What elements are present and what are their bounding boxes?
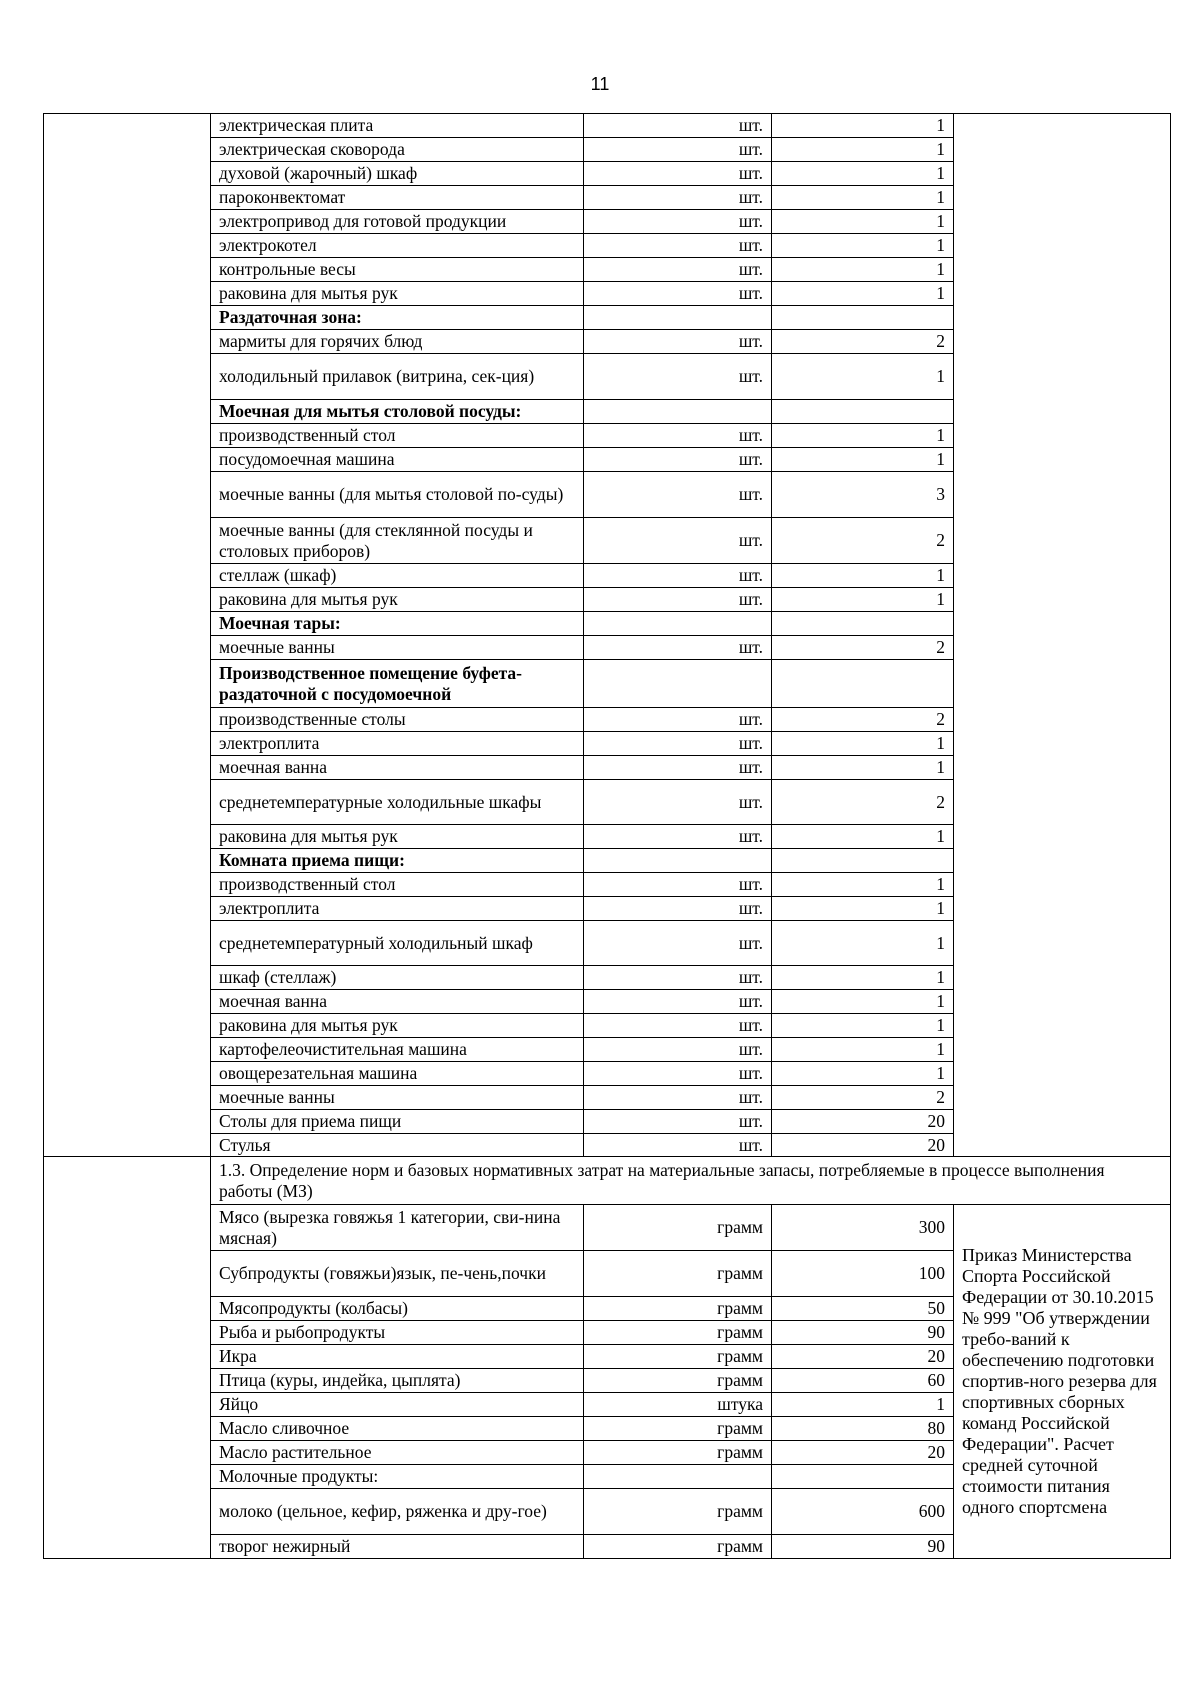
item-unit: шт. — [584, 258, 772, 282]
item-unit: шт. — [584, 966, 772, 990]
item-quantity: 2 — [772, 330, 954, 354]
subheader-label: Раздаточная зона: — [211, 306, 584, 330]
material-unit: штука — [584, 1393, 772, 1417]
item-unit — [584, 660, 772, 708]
item-name: электрическая сковорода — [211, 138, 584, 162]
item-name: холодильный прилавок (витрина, сек-ция) — [211, 354, 584, 400]
item-name: мармиты для горячих блюд — [211, 330, 584, 354]
material-name: Рыба и рыбопродукты — [211, 1321, 584, 1345]
material-quantity: 50 — [772, 1297, 954, 1321]
section-title-row — [44, 1157, 1171, 1205]
material-quantity: 60 — [772, 1369, 954, 1393]
left-blank-cell — [44, 114, 211, 1157]
item-name: производственный стол — [211, 873, 584, 897]
item-unit: шт. — [584, 897, 772, 921]
item-name: моечные ванны (для стеклянной посуды и столовых приборов) — [211, 518, 584, 564]
material-unit: грамм — [584, 1205, 772, 1251]
material-quantity: 90 — [772, 1321, 954, 1345]
item-unit: шт. — [584, 588, 772, 612]
item-quantity — [772, 612, 954, 636]
material-unit: грамм — [584, 1417, 772, 1441]
material-quantity: 600 — [772, 1489, 954, 1535]
material-unit — [584, 1465, 772, 1489]
material-quantity: 300 — [772, 1205, 954, 1251]
item-quantity: 1 — [772, 756, 954, 780]
subheader-label: Комната приема пищи: — [211, 849, 584, 873]
item-name: электрокотел — [211, 234, 584, 258]
item-unit: шт. — [584, 780, 772, 825]
item-name: моечная ванна — [211, 756, 584, 780]
material-quantity: 20 — [772, 1441, 954, 1465]
regulation-note: Приказ Министерства Спорта Российской Федерации от 30.10.2015 № 999 "Об утверждении требо-ваний к обеспечению подготовки спортив-ного резерва для спортивных сборных команд Российской Федерации". Расчет средней суточной стоимости питания одного спортсмена — [954, 1205, 1171, 1559]
item-quantity: 1 — [772, 354, 954, 400]
equipment-materials-table — [43, 113, 1171, 1559]
item-unit: шт. — [584, 636, 772, 660]
subheader-label: Моечная для мытья столовой посуды: — [211, 400, 584, 424]
item-unit: шт. — [584, 732, 772, 756]
item-name: раковина для мытья рук — [211, 1014, 584, 1038]
item-unit: шт. — [584, 518, 772, 564]
item-quantity: 2 — [772, 636, 954, 660]
item-unit: шт. — [584, 1086, 772, 1110]
item-quantity: 1 — [772, 966, 954, 990]
item-quantity: 2 — [772, 518, 954, 564]
right-blank-cell — [954, 114, 1171, 1157]
material-name: Молочные продукты: — [211, 1465, 584, 1489]
item-quantity: 20 — [772, 1110, 954, 1134]
item-unit: шт. — [584, 825, 772, 849]
item-unit: шт. — [584, 114, 772, 138]
item-name: электроплита — [211, 732, 584, 756]
item-unit — [584, 612, 772, 636]
item-quantity: 1 — [772, 588, 954, 612]
material-name: творог нежирный — [211, 1535, 584, 1559]
subheader-label: Производственное помещение буфета-раздаточной с посудомоечной — [211, 660, 584, 708]
item-name: среднетемпературный холодильный шкаф — [211, 921, 584, 966]
material-unit: грамм — [584, 1297, 772, 1321]
item-name: моечные ванны — [211, 636, 584, 660]
item-name: электропривод для готовой продукции — [211, 210, 584, 234]
item-quantity — [772, 306, 954, 330]
item-name: контрольные весы — [211, 258, 584, 282]
material-name: Масло растительное — [211, 1441, 584, 1465]
material-name: молоко (цельное, кефир, ряженка и дру-гое) — [211, 1489, 584, 1535]
material-unit: грамм — [584, 1441, 772, 1465]
item-unit: шт. — [584, 282, 772, 306]
item-name: электроплита — [211, 897, 584, 921]
item-quantity: 1 — [772, 424, 954, 448]
material-quantity: 20 — [772, 1345, 954, 1369]
item-quantity — [772, 400, 954, 424]
material-quantity: 1 — [772, 1393, 954, 1417]
material-unit: грамм — [584, 1345, 772, 1369]
equipment-row — [44, 114, 1171, 138]
item-unit — [584, 306, 772, 330]
item-quantity: 1 — [772, 234, 954, 258]
material-name: Яйцо — [211, 1393, 584, 1417]
item-quantity: 3 — [772, 472, 954, 518]
item-name: производственные столы — [211, 708, 584, 732]
item-unit: шт. — [584, 756, 772, 780]
item-quantity: 1 — [772, 990, 954, 1014]
item-unit: шт. — [584, 424, 772, 448]
item-name: производственный стол — [211, 424, 584, 448]
left-blank-cell — [44, 1157, 211, 1559]
item-quantity — [772, 849, 954, 873]
item-unit: шт. — [584, 472, 772, 518]
material-quantity: 90 — [772, 1535, 954, 1559]
item-unit: шт. — [584, 1134, 772, 1157]
item-unit: шт. — [584, 210, 772, 234]
item-name: моечные ванны (для мытья столовой по-суды) — [211, 472, 584, 518]
item-unit: шт. — [584, 186, 772, 210]
material-name: Мясо (вырезка говяжья 1 категории, сви-нина мясная) — [211, 1205, 584, 1251]
item-quantity: 1 — [772, 897, 954, 921]
material-quantity: 100 — [772, 1251, 954, 1297]
item-name: стеллаж (шкаф) — [211, 564, 584, 588]
item-unit: шт. — [584, 234, 772, 258]
item-name: духовой (жарочный) шкаф — [211, 162, 584, 186]
item-unit: шт. — [584, 1062, 772, 1086]
item-unit: шт. — [584, 921, 772, 966]
item-name: пароконвектомат — [211, 186, 584, 210]
item-name: среднетемпературные холодильные шкафы — [211, 780, 584, 825]
material-name: Мясопродукты (колбасы) — [211, 1297, 584, 1321]
material-row — [44, 1205, 1171, 1251]
item-name: моечная ванна — [211, 990, 584, 1014]
item-unit: шт. — [584, 564, 772, 588]
material-name: Птица (куры, индейка, цыплята) — [211, 1369, 584, 1393]
item-unit: шт. — [584, 1014, 772, 1038]
item-quantity: 1 — [772, 1014, 954, 1038]
item-quantity: 1 — [772, 732, 954, 756]
material-quantity — [772, 1465, 954, 1489]
item-quantity: 1 — [772, 825, 954, 849]
page-number: 11 — [590, 74, 610, 94]
item-name: картофелеочистительная машина — [211, 1038, 584, 1062]
item-unit: шт. — [584, 448, 772, 472]
item-quantity: 1 — [772, 282, 954, 306]
item-name: раковина для мытья рук — [211, 825, 584, 849]
item-quantity: 1 — [772, 258, 954, 282]
item-quantity: 1 — [772, 448, 954, 472]
material-unit: грамм — [584, 1535, 772, 1559]
item-name: моечные ванны — [211, 1086, 584, 1110]
item-name: овощерезательная машина — [211, 1062, 584, 1086]
item-quantity: 1 — [772, 162, 954, 186]
item-quantity: 1 — [772, 138, 954, 162]
item-name: шкаф (стеллаж) — [211, 966, 584, 990]
item-name: электрическая плита — [211, 114, 584, 138]
item-unit: шт. — [584, 138, 772, 162]
item-unit: шт. — [584, 708, 772, 732]
item-unit — [584, 849, 772, 873]
item-unit: шт. — [584, 1038, 772, 1062]
item-quantity: 1 — [772, 564, 954, 588]
material-unit: грамм — [584, 1321, 772, 1345]
item-unit: шт. — [584, 162, 772, 186]
item-quantity: 1 — [772, 1038, 954, 1062]
material-name: Субпродукты (говяжьи)язык, пе-чень,почки — [211, 1251, 584, 1297]
item-quantity: 1 — [772, 210, 954, 234]
material-name: Икра — [211, 1345, 584, 1369]
item-name: Столы для приема пищи — [211, 1110, 584, 1134]
material-unit: грамм — [584, 1489, 772, 1535]
material-unit: грамм — [584, 1369, 772, 1393]
section-title: 1.3. Определение норм и базовых нормативных затрат на материальные запасы, потребляемые в процессе выполнения работы (МЗ) — [211, 1157, 1171, 1205]
item-quantity: 2 — [772, 780, 954, 825]
item-quantity: 1 — [772, 1062, 954, 1086]
item-unit — [584, 400, 772, 424]
item-quantity: 20 — [772, 1134, 954, 1157]
item-name: раковина для мытья рук — [211, 282, 584, 306]
item-quantity: 1 — [772, 114, 954, 138]
item-name: посудомоечная машина — [211, 448, 584, 472]
item-unit: шт. — [584, 330, 772, 354]
item-quantity: 2 — [772, 708, 954, 732]
item-quantity: 1 — [772, 186, 954, 210]
item-unit: шт. — [584, 354, 772, 400]
material-unit: грамм — [584, 1251, 772, 1297]
item-quantity: 1 — [772, 921, 954, 966]
item-unit: шт. — [584, 873, 772, 897]
subheader-label: Моечная тары: — [211, 612, 584, 636]
material-name: Масло сливочное — [211, 1417, 584, 1441]
item-name: Стулья — [211, 1134, 584, 1157]
item-quantity: 2 — [772, 1086, 954, 1110]
item-quantity — [772, 660, 954, 708]
item-unit: шт. — [584, 990, 772, 1014]
item-unit: шт. — [584, 1110, 772, 1134]
item-name: раковина для мытья рук — [211, 588, 584, 612]
material-quantity: 80 — [772, 1417, 954, 1441]
item-quantity: 1 — [772, 873, 954, 897]
